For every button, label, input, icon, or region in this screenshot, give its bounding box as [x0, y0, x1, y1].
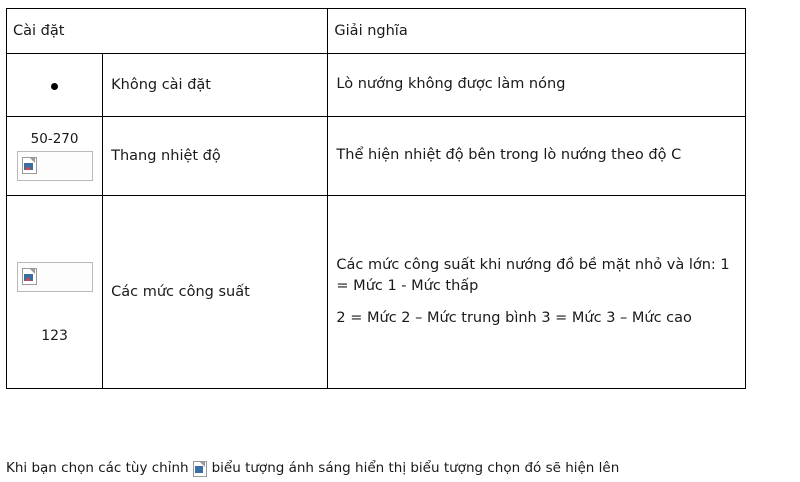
- footnote-text-after: biểu tượng ánh sáng hiển thị biểu tượng chọn đó sẽ hiện lên: [211, 460, 620, 476]
- header-setting-label: Cài đặt: [13, 23, 65, 39]
- setting-name: Thang nhiệt độ: [111, 148, 221, 164]
- meaning-cell-temperature: [328, 117, 746, 196]
- broken-image-icon: [17, 151, 93, 181]
- broken-image-icon: [17, 262, 93, 292]
- setting-meaning: [328, 70, 745, 99]
- table-header-row: [7, 9, 746, 54]
- settings-table: [6, 8, 746, 389]
- broken-image-glyph: [193, 461, 208, 476]
- broken-image-icon: [193, 461, 208, 476]
- symbol-cell-power: [7, 196, 103, 389]
- footnote-text-before: Khi bạn chọn các tùy chỉnh: [6, 460, 189, 476]
- broken-image-glyph: [22, 268, 38, 284]
- name-cell-power: [103, 196, 328, 389]
- header-cell-meaning: [328, 9, 746, 54]
- broken-image-glyph: [22, 157, 38, 173]
- symbol-cell-no-setting: [7, 54, 103, 117]
- table-row: [7, 196, 746, 389]
- setting-meaning: [328, 251, 745, 332]
- header-meaning-label: Giải nghĩa: [334, 23, 408, 39]
- document-page: [0, 8, 800, 482]
- setting-name: Không cài đặt: [111, 77, 211, 93]
- meaning-cell-power: [328, 196, 746, 389]
- temperature-range-label: 50-270: [30, 130, 79, 147]
- header-cell-setting: [7, 9, 328, 54]
- meaning-paragraph: 2 = Mức 2 – Mức trung bình 3 = Mức 3 – Mức cao: [336, 309, 692, 326]
- black-dot-icon: [51, 83, 58, 90]
- name-cell-temperature: [103, 117, 328, 196]
- meaning-cell-no-setting: [328, 54, 746, 117]
- power-levels-label: 123: [41, 328, 68, 344]
- meaning-paragraph: Lò nướng không được làm nóng: [336, 76, 566, 93]
- table-row: [7, 54, 746, 117]
- meaning-paragraph: Thể hiện nhiệt độ bên trong lò nướng theo độ C: [336, 147, 682, 164]
- setting-meaning: [328, 141, 745, 170]
- name-cell-no-setting: [103, 54, 328, 117]
- symbol-cell-temperature: [7, 117, 103, 196]
- table-row: [7, 117, 746, 196]
- setting-name: Các mức công suất: [111, 284, 250, 300]
- meaning-paragraph: Các mức công suất khi nướng đồ bề mặt nhỏ và lớn: 1 = Mức 1 - Mức thấp: [336, 257, 730, 295]
